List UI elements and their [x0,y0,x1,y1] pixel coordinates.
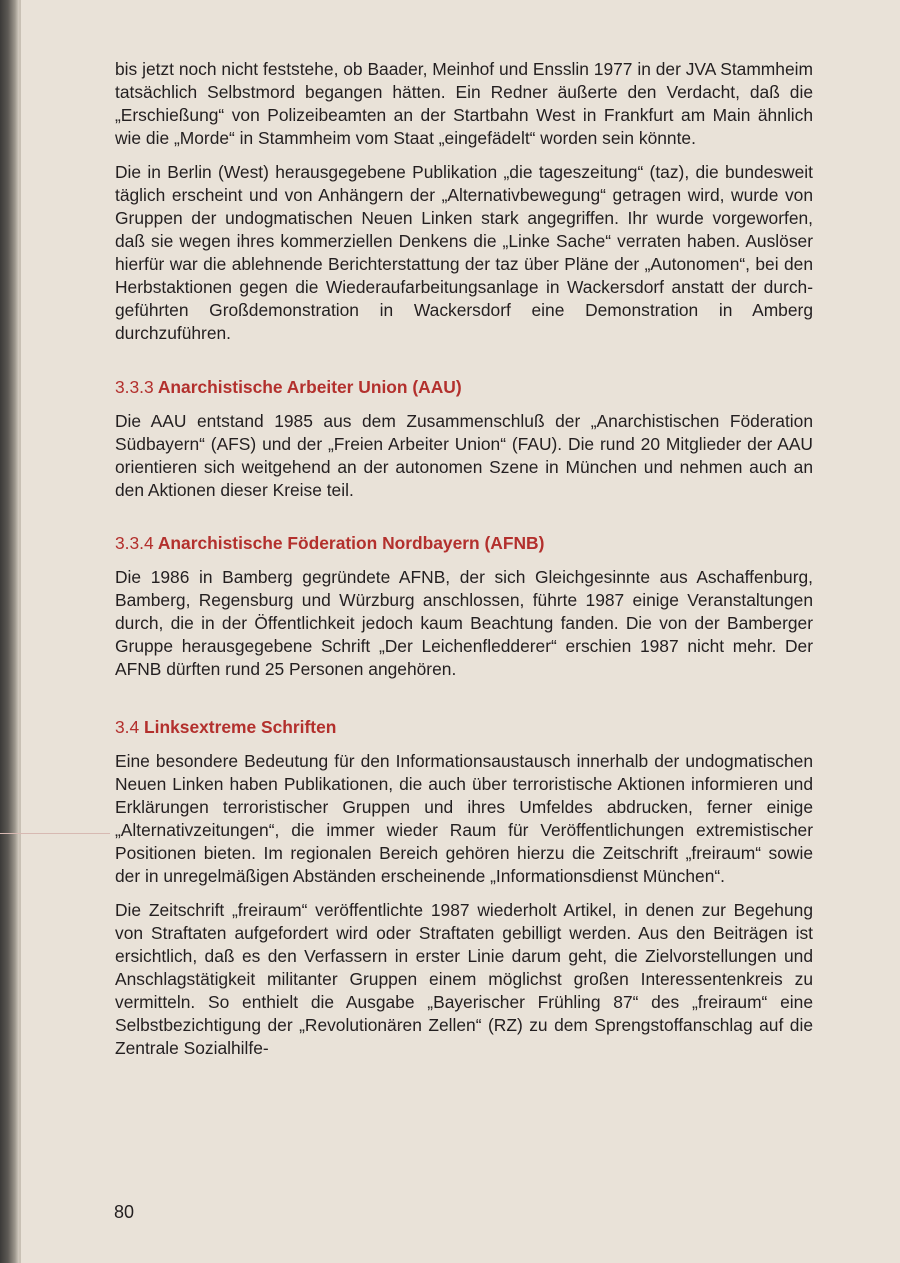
section-number: 3.3.3 [115,377,154,397]
scan-edge-shadow [0,0,20,1263]
section-heading-3-3-4 [115,532,813,555]
section-title: Anarchistische Föderation Nordbayern (AFNB) [157,533,545,553]
paragraph-stammheim: bis jetzt noch nicht feststehe, ob Baader, Meinhof und Ensslin 1977 in der JVA Stammheim tatsächlich Selbstmord begangen hätten. Ein Redner äußerte den Verdacht, daß die „Erschießung“ von Polizeibeamten an der Startbahn West in Frankfurt am Main ähnlich wie die „Morde“ in Stammheim vom Staat „eingefädelt“ worden sein könnte. [115,59,813,148]
paragraph-freiraum: Die Zeitschrift „freiraum“ veröffentlichte 1987 wiederholt Artikel, in denen zur Begehung von Straftaten aufgefordert wird oder Straftaten gebilligt werden. Aus den Beiträgen ist ersichtlich, daß es den Verfassern in erster Linie darum geht, die Zielvorstellungen und Anschlagstätigkeit militanter Gruppen einem möglichst großen Interessentenkreis zu vermitteln. So enthielt die Ausgabe „Bayerischer Frühling 87“ des „freiraum“ eine Selbstbezichtigung der „Revolutionären Zellen“ (RZ) zu dem Sprengstoffanschlag auf die Zentrale Sozialhilfe- [115,900,813,1058]
section-title: Anarchistische Arbeiter Union (AAU) [157,377,462,397]
page-body [115,58,813,1071]
section-number: 3.3.4 [115,533,154,553]
paragraph-schriften: Eine besondere Bedeutung für den Informationsaustausch innerhalb der undogmatischen Neuen Linken haben Publikationen, die auch über terroristische Aktionen informieren und Erklärungen terroristischer Gruppen und ihres Umfeldes abdrucken, ferner einige „Alternativzeitungen“, die immer wieder Raum für Veröffentlichungen extremistischer Positionen bieten. Im regionalen Bereich gehören hierzu die Zeitschrift „freiraum“ sowie der in unregelmäßigen Abständen erscheinende „Informationsdienst München“. [115,751,813,886]
paragraph-afnb: Die 1986 in Bamberg gegründete AFNB, der sich Gleichgesinnte aus Aschaffenburg, Bamberg, Regensburg und Würzburg anschlossen, führte 1987 einige Veranstaltungen durch, die in der Öffentlichkeit jedoch kaum Beachtung fanden. Die von der Bamberger Gruppe herausgegebene Schrift „Der Leichenfledderer“ erschien 1987 nicht mehr. Der AFNB dürften rund 25 Personen angehören. [115,567,813,679]
section-number: 3.4 [115,717,140,737]
paragraph-taz: Die in Berlin (West) herausgegebene Publikation „die tageszeitung“ (taz), die bundesweit täglich erscheint und von Anhängern der „Alternativbewegung“ getragen wird, wurde von Gruppen der undogmatischen Neuen Linken stark angegriffen. Ihr wurde vorgeworfen, daß sie wegen ihres kommerziellen Denkens die „Linke Sache“ verraten haben. Auslöser hierfür war die ablehnende Berichterstattung der taz über Pläne der „Autonomen“, bei den Herbstaktionen gegen die Wiederaufarbeitungsanlage in Wackersdorf anstatt der durchgeführten Großdemonstration in Wackersdorf eine Demonstration in Amberg durchzuführen. [115,162,813,343]
scan-edge-line [19,0,21,1263]
section-heading-3-4 [115,716,813,739]
section-heading-3-3-3 [115,376,813,399]
section-title: Linksextreme Schriften [144,717,337,737]
page-number: 80 [114,1202,135,1222]
paragraph-aau: Die AAU entstand 1985 aus dem Zusammenschluß der „Anarchistischen Föderation Südbayern“ (AFS) und der „Freien Arbeiter Union“ (FAU). Die rund 20 Mitglieder der AAU orientieren sich weitgehend an der autonomen Szene in München und nehmen auch an den Aktionen dieser Kreise teil. [115,411,813,500]
scan-artifact-line [0,833,110,834]
